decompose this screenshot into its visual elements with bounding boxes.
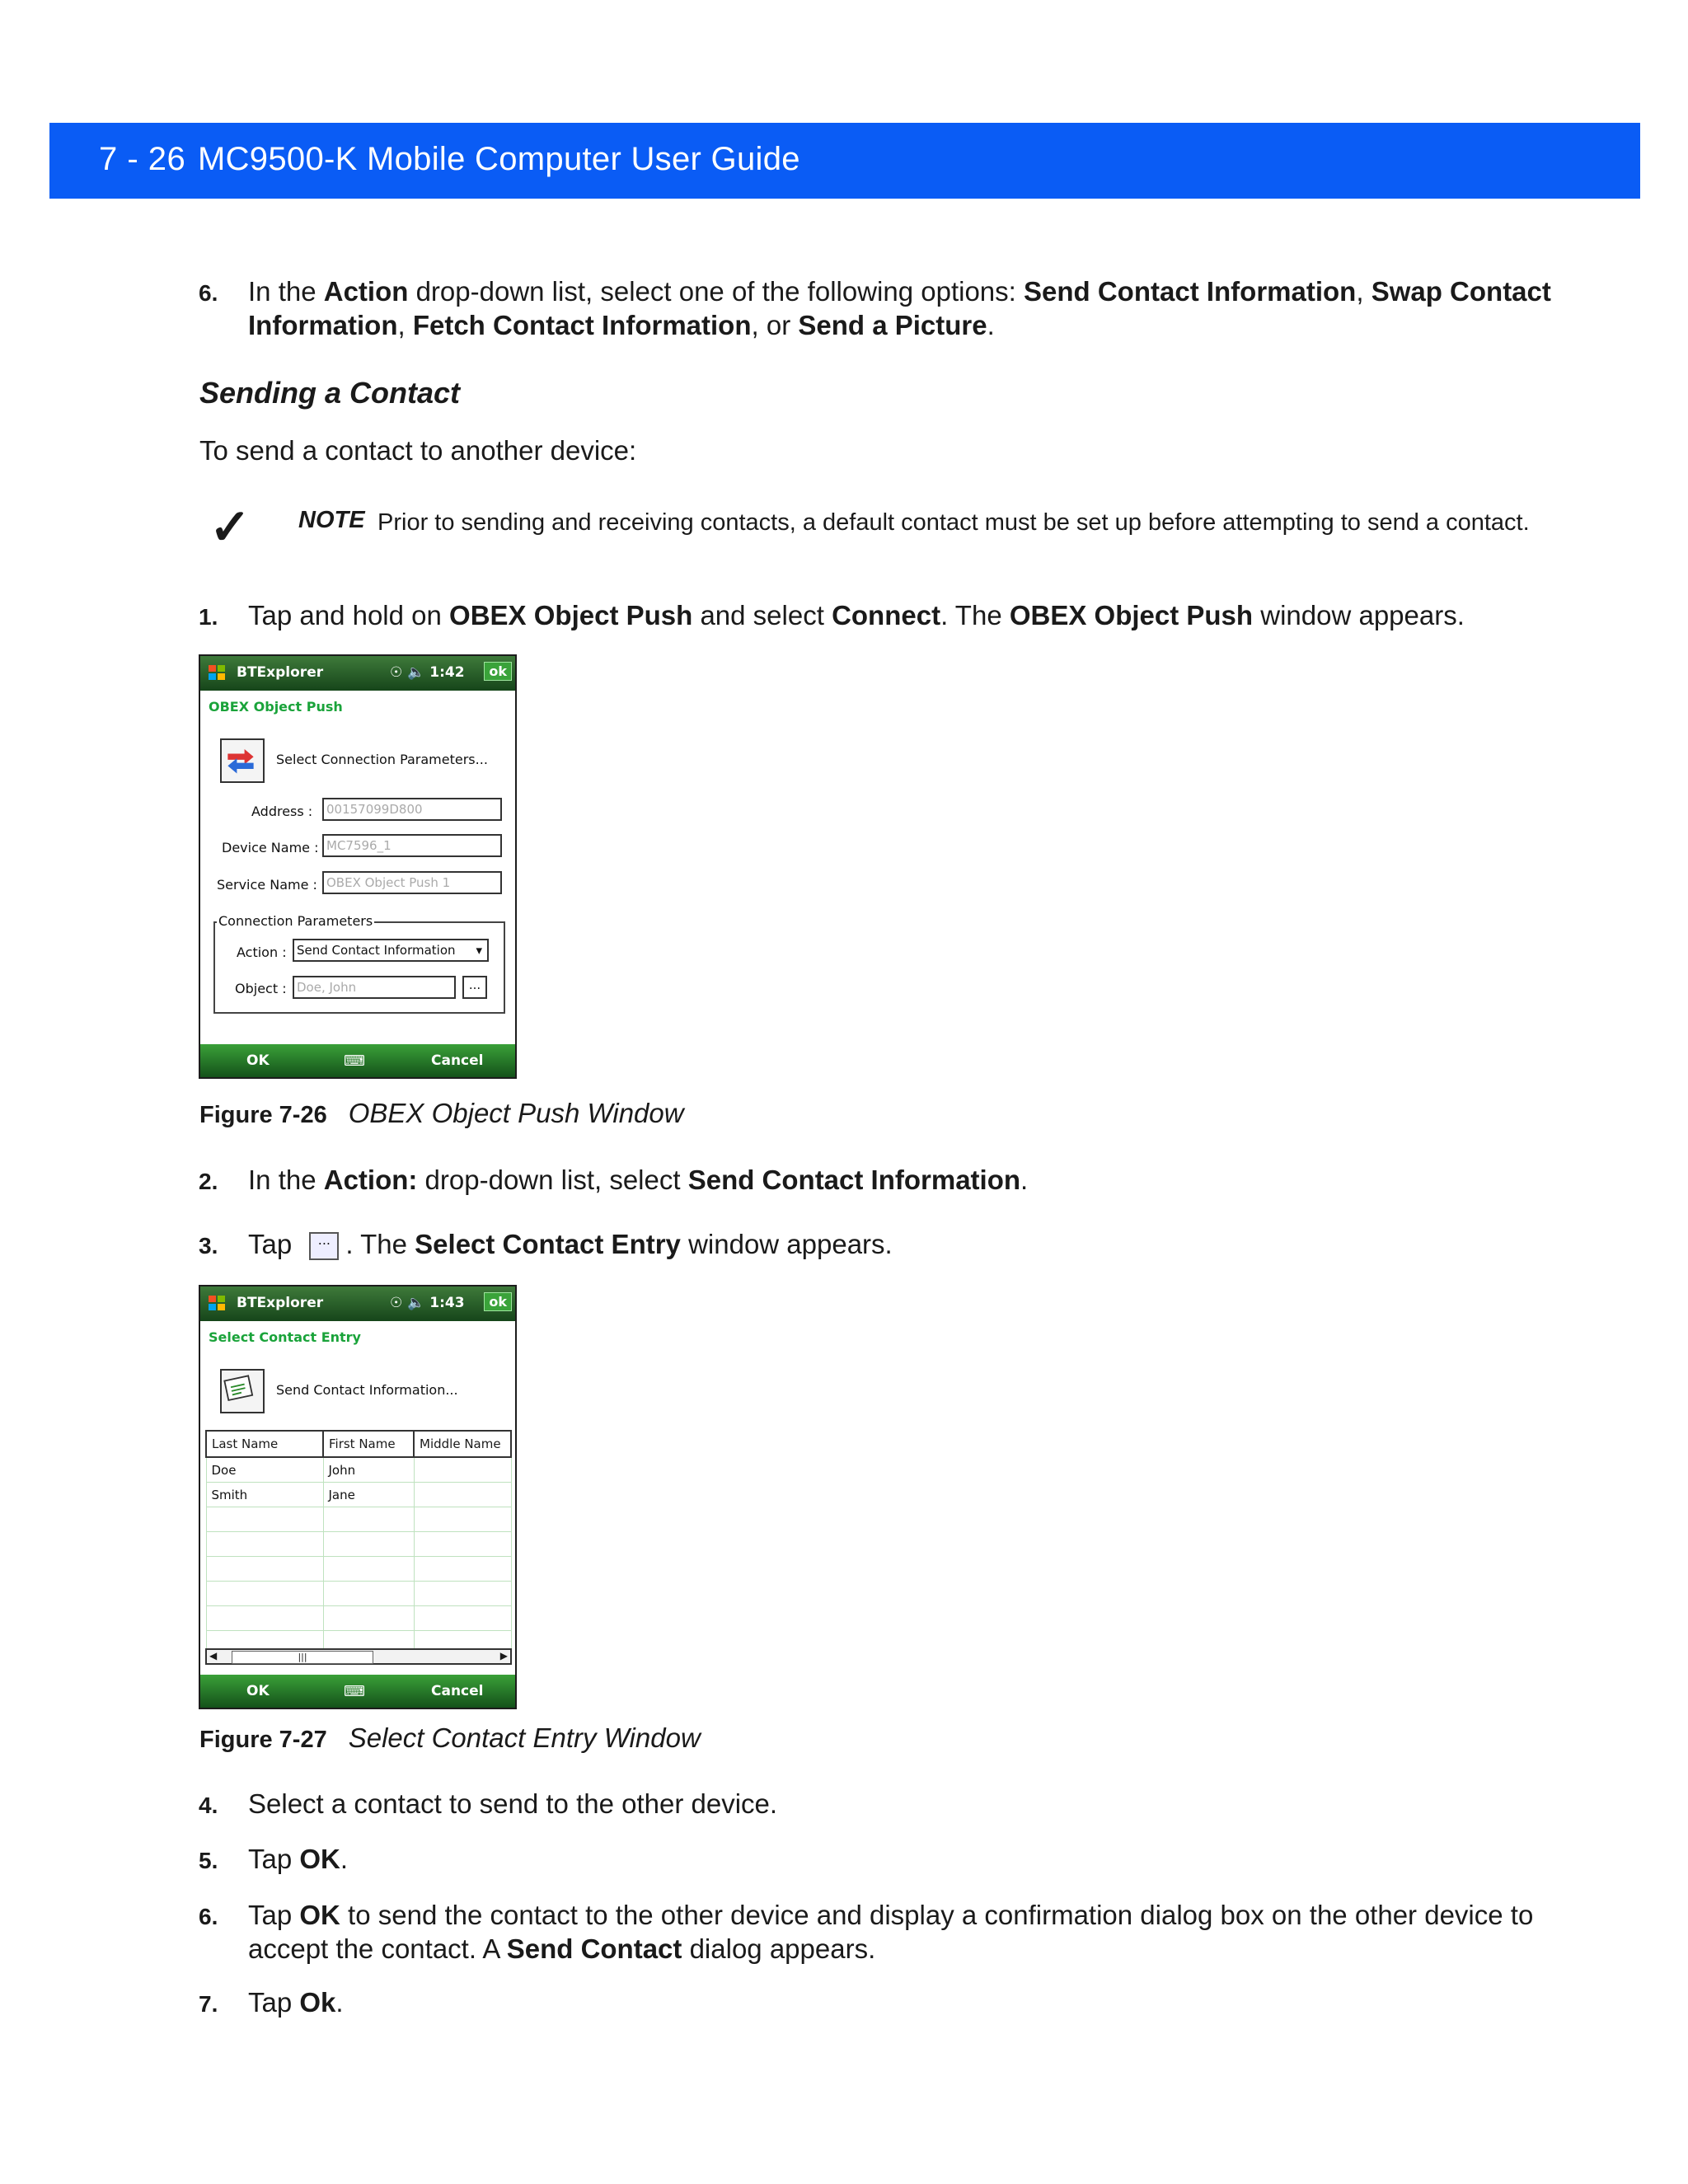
text: , xyxy=(397,310,413,340)
text: , xyxy=(1356,276,1372,307)
step-3 xyxy=(199,1227,1592,1261)
table-row[interactable] xyxy=(206,1457,511,1483)
app-title: BTExplorer xyxy=(237,1295,324,1311)
address-label: Address : xyxy=(251,804,313,819)
column-header-last-name[interactable]: Last Name xyxy=(206,1431,323,1457)
page-number: 7 - 26 xyxy=(99,141,186,177)
bold-text: OK xyxy=(299,1900,340,1930)
text: , or xyxy=(751,310,799,340)
text: Tap xyxy=(248,1987,300,2018)
bold-text: Fetch Contact Information xyxy=(412,310,752,340)
soft-key-bar xyxy=(200,1044,515,1077)
bold-text: Send Contact Information xyxy=(1024,276,1357,307)
bold-text: Select Contact Entry xyxy=(415,1229,681,1259)
bold-text: Action xyxy=(323,276,409,307)
figure-caption-7-27 xyxy=(199,1722,701,1754)
text: Tap xyxy=(248,1229,300,1259)
section-intro: To send a contact to another device: xyxy=(199,435,637,466)
step-number: 6. xyxy=(199,280,218,306)
text: . The xyxy=(345,1229,415,1259)
windows-start-icon[interactable] xyxy=(207,1293,227,1313)
keyboard-icon[interactable]: ⌨ xyxy=(344,1683,365,1700)
address-field[interactable]: 00157099D800 xyxy=(322,798,502,821)
page-header xyxy=(49,123,1640,199)
keyboard-icon[interactable]: ⌨ xyxy=(344,1052,365,1070)
step-2 xyxy=(199,1163,1592,1197)
text: Tap xyxy=(248,1844,300,1874)
empty-row xyxy=(206,1582,511,1606)
text: Tap and hold on xyxy=(248,600,450,630)
scroll-thumb[interactable]: ||| xyxy=(232,1651,373,1664)
action-label: Action : xyxy=(237,944,287,960)
title-bar xyxy=(200,656,515,691)
text: window appears. xyxy=(1253,600,1465,630)
text: and select xyxy=(692,600,832,630)
ok-button[interactable]: ok xyxy=(484,662,512,681)
step-6-send xyxy=(199,1898,1592,1966)
bold-text: Connect xyxy=(832,600,941,630)
text: . The xyxy=(940,600,1010,630)
empty-row xyxy=(206,1507,511,1532)
prompt-text: Select Connection Parameters... xyxy=(276,752,488,767)
obex-object-push-screenshot xyxy=(199,654,517,1079)
bold-text: Action: xyxy=(323,1165,418,1195)
select-contact-entry-screenshot xyxy=(199,1285,517,1709)
text: window appears. xyxy=(680,1229,893,1259)
group-label: Connection Parameters xyxy=(218,913,373,929)
connectivity-icon[interactable]: ☉ xyxy=(390,1295,403,1311)
dropdown-arrow-icon[interactable]: ▾ xyxy=(476,943,482,958)
prompt-text: Send Contact Information... xyxy=(276,1382,458,1398)
window-heading: OBEX Object Push xyxy=(209,699,343,715)
app-title: BTExplorer xyxy=(237,664,324,681)
cell-middle-name xyxy=(414,1483,511,1507)
step-1 xyxy=(199,598,1592,632)
bold-text: OBEX Object Push xyxy=(1009,600,1254,630)
action-dropdown-value: Send Contact Information xyxy=(297,943,456,958)
connection-icon xyxy=(220,738,265,783)
step-4 xyxy=(199,1787,1592,1821)
ok-softkey[interactable]: OK xyxy=(246,1683,270,1699)
step-number: 5. xyxy=(199,1848,218,1873)
cell-first-name: John xyxy=(323,1457,414,1483)
column-header-middle-name[interactable]: Middle Name xyxy=(414,1431,511,1457)
volume-icon[interactable]: 🔈 xyxy=(407,1295,425,1311)
empty-row xyxy=(206,1532,511,1557)
step-6-action-options xyxy=(199,274,1592,342)
step-5 xyxy=(199,1842,1592,1876)
section-heading: Sending a Contact xyxy=(199,376,461,410)
ok-button[interactable]: ok xyxy=(484,1292,512,1311)
note-label: NOTE xyxy=(298,507,365,533)
cell-last-name: Smith xyxy=(206,1483,323,1507)
connection-parameters-group xyxy=(213,921,505,1014)
bold-text: Send Contact xyxy=(506,1933,682,1964)
cancel-softkey[interactable]: Cancel xyxy=(431,1683,484,1699)
text: Tap xyxy=(248,1900,300,1930)
figure-number: Figure 7-27 xyxy=(199,1727,327,1753)
empty-row xyxy=(206,1606,511,1631)
text: Select a contact to send to the other device. xyxy=(248,1788,778,1819)
document-title: MC9500-K Mobile Computer User Guide xyxy=(198,141,800,177)
text: In the xyxy=(248,1165,324,1195)
bold-text: Ok xyxy=(299,1987,336,2018)
device-name-label: Device Name : xyxy=(222,840,319,855)
clock-time[interactable]: 1:42 xyxy=(429,664,465,681)
browse-button[interactable]: ... xyxy=(462,976,487,999)
text: drop-down list, select one of the following options: xyxy=(408,276,1024,307)
device-name-field[interactable]: MC7596_1 xyxy=(322,834,502,857)
window-heading: Select Contact Entry xyxy=(209,1329,361,1345)
clock-time[interactable]: 1:43 xyxy=(429,1295,465,1311)
text: In the xyxy=(248,276,324,307)
contact-card-icon xyxy=(220,1369,265,1413)
text: . xyxy=(340,1844,349,1874)
step-number: 3. xyxy=(199,1233,218,1258)
bold-text: Swap Contact Information xyxy=(248,276,1551,340)
service-name-field[interactable]: OBEX Object Push 1 xyxy=(322,871,502,894)
checkmark-icon: ✓ xyxy=(209,499,251,555)
step-7 xyxy=(199,1985,1592,2019)
figure-caption-7-26 xyxy=(199,1098,684,1129)
text: . xyxy=(1020,1165,1029,1195)
bold-text: OK xyxy=(299,1844,340,1874)
text: . xyxy=(335,1987,344,2018)
step-number: 1. xyxy=(199,604,218,630)
object-field[interactable]: Doe, John xyxy=(293,976,456,999)
step-number: 4. xyxy=(199,1793,218,1818)
cell-middle-name xyxy=(414,1457,511,1483)
cell-first-name: Jane xyxy=(323,1483,414,1507)
status-icons xyxy=(390,1295,465,1311)
figure-title: Select Contact Entry Window xyxy=(348,1722,701,1753)
step-number: 6. xyxy=(199,1904,218,1929)
note-text: Prior to sending and receiving contacts, a default contact must be set up before attempting to send a contact. xyxy=(377,509,1530,536)
volume-icon[interactable]: 🔈 xyxy=(407,664,425,681)
cell-last-name: Doe xyxy=(206,1457,323,1483)
text: to send the contact to the other device and display a confirmation dialog box on the other device to accept the contact. A xyxy=(248,1900,1534,1964)
figure-number: Figure 7-26 xyxy=(199,1102,327,1128)
scroll-right-icon[interactable]: ▶ xyxy=(499,1650,508,1661)
browse-button-icon: ... xyxy=(309,1232,339,1260)
title-bar xyxy=(200,1286,515,1321)
empty-row xyxy=(206,1557,511,1582)
soft-key-bar xyxy=(200,1675,515,1708)
figure-title: OBEX Object Push Window xyxy=(348,1098,684,1128)
bold-text: Send Contact Information xyxy=(687,1165,1021,1195)
text: dialog appears. xyxy=(682,1933,876,1964)
ok-softkey[interactable]: OK xyxy=(246,1052,270,1069)
cancel-softkey[interactable]: Cancel xyxy=(431,1052,484,1069)
text: . xyxy=(987,310,995,340)
windows-start-icon[interactable] xyxy=(207,663,227,682)
bold-text: OBEX Object Push xyxy=(449,600,693,630)
horizontal-scrollbar[interactable] xyxy=(205,1648,512,1665)
object-label: Object : xyxy=(235,981,287,996)
connectivity-icon[interactable]: ☉ xyxy=(390,664,403,681)
column-header-first-name[interactable]: First Name xyxy=(323,1431,414,1457)
text: drop-down list, select xyxy=(417,1165,688,1195)
step-number: 7. xyxy=(199,1991,218,2017)
step-number: 2. xyxy=(199,1169,218,1194)
status-icons xyxy=(390,664,465,681)
service-name-label: Service Name : xyxy=(217,877,317,893)
contact-table xyxy=(205,1430,512,1656)
table-row[interactable] xyxy=(206,1483,511,1507)
action-dropdown[interactable] xyxy=(293,939,489,962)
scroll-left-icon[interactable]: ◀ xyxy=(209,1650,218,1661)
bold-text: Send a Picture xyxy=(798,310,987,340)
